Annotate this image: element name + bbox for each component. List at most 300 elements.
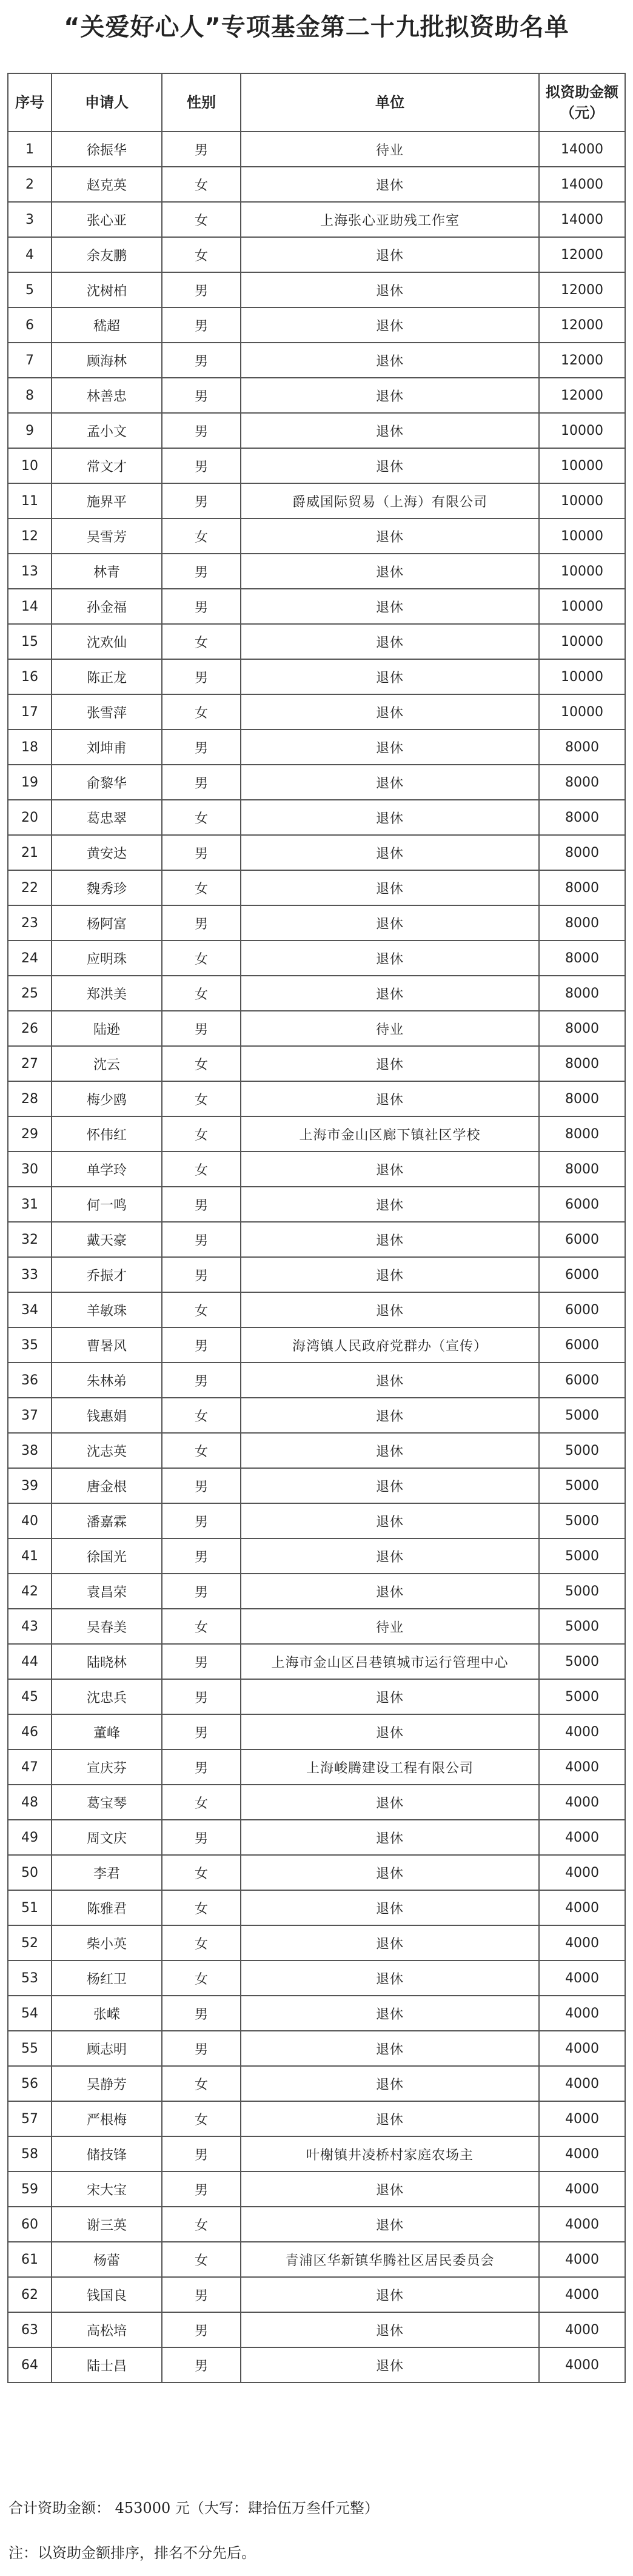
table-row [8,554,625,589]
cell-no: 39 [8,1468,52,1503]
cell-sex: 男 [162,2136,241,2172]
cell-amount: 4000 [539,2277,625,2312]
cell-applicant: 吴静芳 [52,2066,162,2101]
cell-sex: 女 [162,1925,241,1961]
table-row [8,1222,625,1257]
cell-unit: 退休 [241,2277,539,2312]
cell-unit: 待业 [241,132,539,167]
cell-amount: 14000 [539,132,625,167]
cell-sex: 男 [162,1257,241,1292]
cell-unit: 上海张心亚助残工作室 [241,202,539,237]
cell-sex: 男 [162,343,241,378]
cell-applicant: 怀伟红 [52,1116,162,1152]
cell-amount: 10000 [539,554,625,589]
cell-amount: 5000 [539,1644,625,1679]
cell-applicant: 林青 [52,554,162,589]
table-row [8,518,625,554]
cell-unit: 退休 [241,1046,539,1081]
table-row [8,1644,625,1679]
cell-sex: 女 [162,518,241,554]
table-row [8,1749,625,1785]
cell-sex: 男 [162,1187,241,1222]
cell-unit: 退休 [241,1363,539,1398]
cell-amount: 8000 [539,730,625,765]
cell-amount: 4000 [539,2312,625,2347]
cell-sex: 男 [162,2277,241,2312]
cell-amount: 12000 [539,272,625,307]
cell-unit: 退休 [241,870,539,905]
cell-no: 1 [8,132,52,167]
cell-unit: 退休 [241,2066,539,2101]
cell-applicant: 梅少鸥 [52,1081,162,1116]
cell-no: 61 [8,2242,52,2277]
cell-applicant: 杨红卫 [52,1961,162,1996]
cell-unit: 退休 [241,1714,539,1749]
cell-sex: 男 [162,1996,241,2031]
table-row [8,1468,625,1503]
cell-no: 28 [8,1081,52,1116]
cell-no: 8 [8,378,52,413]
cell-unit: 退休 [241,1433,539,1468]
table-row [8,1855,625,1890]
cell-applicant: 袁昌荣 [52,1574,162,1609]
cell-amount: 4000 [539,1714,625,1749]
cell-no: 42 [8,1574,52,1609]
cell-no: 25 [8,976,52,1011]
cell-applicant: 刘坤甫 [52,730,162,765]
cell-applicant: 陈正龙 [52,659,162,694]
cell-amount: 8000 [539,976,625,1011]
cell-amount: 5000 [539,1679,625,1714]
table-row [8,1398,625,1433]
cell-sex: 女 [162,1292,241,1327]
cell-applicant: 张雪萍 [52,694,162,730]
cell-applicant: 陆士昌 [52,2347,162,2383]
cell-applicant: 常文才 [52,448,162,483]
cell-applicant: 钱国良 [52,2277,162,2312]
cell-amount: 8000 [539,1152,625,1187]
cell-unit: 退休 [241,167,539,202]
cell-amount: 14000 [539,167,625,202]
cell-unit: 退休 [241,2172,539,2207]
cell-unit: 退休 [241,554,539,589]
cell-unit: 退休 [241,694,539,730]
cell-sex: 女 [162,1116,241,1152]
cell-no: 43 [8,1609,52,1644]
table-row [8,2136,625,2172]
cell-amount: 5000 [539,1503,625,1538]
cell-sex: 男 [162,272,241,307]
cell-unit: 退休 [241,941,539,976]
cell-unit: 退休 [241,2101,539,2136]
cell-no: 33 [8,1257,52,1292]
cell-no: 56 [8,2066,52,2101]
table-row [8,730,625,765]
cell-sex: 男 [162,448,241,483]
cell-applicant: 黄安达 [52,835,162,870]
table-row [8,2347,625,2383]
cell-no: 21 [8,835,52,870]
funding-list-table [7,73,626,2383]
cell-unit: 上海市金山区吕巷镇城市运行管理中心 [241,1644,539,1679]
cell-unit: 退休 [241,1574,539,1609]
cell-no: 50 [8,1855,52,1890]
cell-sex: 男 [162,2347,241,2383]
total-amount-text: 合计资助金额： 453000 元（大写：肆拾伍万叁仟元整） [8,2500,379,2517]
cell-amount: 10000 [539,624,625,659]
cell-no: 57 [8,2101,52,2136]
cell-no: 48 [8,1785,52,1820]
cell-sex: 男 [162,1679,241,1714]
cell-sex: 男 [162,132,241,167]
cell-sex: 女 [162,2101,241,2136]
cell-applicant: 沈欢仙 [52,624,162,659]
cell-applicant: 单学玲 [52,1152,162,1187]
table-row [8,2277,625,2312]
cell-sex: 男 [162,378,241,413]
cell-amount: 6000 [539,1257,625,1292]
cell-sex: 男 [162,589,241,624]
cell-no: 51 [8,1890,52,1925]
cell-amount: 5000 [539,1609,625,1644]
cell-no: 6 [8,307,52,343]
cell-no: 4 [8,237,52,272]
table-row [8,237,625,272]
table-row [8,1257,625,1292]
cell-unit: 退休 [241,1996,539,2031]
table-row [8,1961,625,1996]
cell-applicant: 魏秀珍 [52,870,162,905]
cell-no: 40 [8,1503,52,1538]
cell-no: 7 [8,343,52,378]
cell-applicant: 陆逊 [52,1011,162,1046]
cell-no: 64 [8,2347,52,2383]
cell-unit: 退休 [241,2312,539,2347]
cell-no: 23 [8,905,52,941]
cell-applicant: 钱惠娟 [52,1398,162,1433]
cell-sex: 男 [162,554,241,589]
table-row [8,765,625,800]
cell-unit: 退休 [241,2207,539,2242]
cell-sex: 女 [162,976,241,1011]
cell-no: 44 [8,1644,52,1679]
cell-applicant: 乔振才 [52,1257,162,1292]
cell-sex: 女 [162,202,241,237]
cell-amount: 12000 [539,378,625,413]
cell-amount: 10000 [539,589,625,624]
table-row [8,1116,625,1152]
cell-applicant: 孙金福 [52,589,162,624]
table-row [8,1679,625,1714]
cell-no: 10 [8,448,52,483]
cell-amount: 10000 [539,448,625,483]
cell-no: 29 [8,1116,52,1152]
cell-unit: 退休 [241,1925,539,1961]
cell-no: 9 [8,413,52,448]
table-row [8,1820,625,1855]
cell-applicant: 羊敏珠 [52,1292,162,1327]
cell-amount: 10000 [539,413,625,448]
cell-sex: 男 [162,905,241,941]
cell-applicant: 徐振华 [52,132,162,167]
table-row [8,1081,625,1116]
table-row [8,1363,625,1398]
cell-unit: 叶榭镇井凌桥村家庭农场主 [241,2136,539,2172]
table-row [8,1785,625,1820]
table-row [8,1046,625,1081]
table-row [8,1011,625,1046]
cell-amount: 12000 [539,237,625,272]
cell-amount: 10000 [539,518,625,554]
cell-sex: 女 [162,624,241,659]
cell-sex: 女 [162,1398,241,1433]
cell-unit: 退休 [241,1257,539,1292]
cell-unit: 退休 [241,1398,539,1433]
cell-amount: 5000 [539,1398,625,1433]
table-row [8,483,625,518]
cell-amount: 8000 [539,765,625,800]
cell-unit: 退休 [241,1152,539,1187]
cell-no: 5 [8,272,52,307]
cell-applicant: 张心亚 [52,202,162,237]
cell-applicant: 林善忠 [52,378,162,413]
table-row [8,307,625,343]
cell-amount: 5000 [539,1433,625,1468]
table-row [8,1503,625,1538]
table-row [8,167,625,202]
cell-amount: 10000 [539,659,625,694]
cell-unit: 退休 [241,1468,539,1503]
cell-amount: 12000 [539,343,625,378]
cell-applicant: 唐金根 [52,1468,162,1503]
cell-no: 59 [8,2172,52,2207]
cell-sex: 男 [162,1011,241,1046]
cell-sex: 女 [162,1046,241,1081]
cell-sex: 女 [162,237,241,272]
cell-applicant: 徐国光 [52,1538,162,1574]
table-row [8,1327,625,1363]
cell-unit: 退休 [241,2031,539,2066]
cell-unit: 退休 [241,730,539,765]
cell-sex: 女 [162,2207,241,2242]
cell-unit: 退休 [241,448,539,483]
cell-unit: 退休 [241,343,539,378]
table-row [8,905,625,941]
cell-unit: 退休 [241,518,539,554]
cell-amount: 4000 [539,2242,625,2277]
cell-unit: 退休 [241,659,539,694]
cell-unit: 退休 [241,1961,539,1996]
cell-no: 35 [8,1327,52,1363]
cell-applicant: 沈忠兵 [52,1679,162,1714]
cell-amount: 4000 [539,1855,625,1890]
cell-sex: 女 [162,1609,241,1644]
cell-no: 17 [8,694,52,730]
table-row [8,343,625,378]
cell-amount: 8000 [539,905,625,941]
cell-sex: 女 [162,1433,241,1468]
cell-amount: 4000 [539,2207,625,2242]
cell-sex: 男 [162,730,241,765]
table-row [8,659,625,694]
header-unit: 单位 [241,73,539,132]
cell-sex: 女 [162,2242,241,2277]
table-row [8,413,625,448]
cell-applicant: 赵克英 [52,167,162,202]
table-row [8,2066,625,2101]
cell-applicant: 俞黎华 [52,765,162,800]
cell-unit: 退休 [241,378,539,413]
cell-applicant: 沈树柏 [52,272,162,307]
table-row [8,1890,625,1925]
cell-no: 19 [8,765,52,800]
cell-amount: 4000 [539,1890,625,1925]
table-row [8,1152,625,1187]
cell-no: 14 [8,589,52,624]
table-row [8,589,625,624]
cell-unit: 退休 [241,835,539,870]
cell-unit: 海湾镇人民政府党群办（宣传） [241,1327,539,1363]
cell-sex: 男 [162,307,241,343]
cell-unit: 青浦区华新镇华腾社区居民委员会 [241,2242,539,2277]
table-row [8,835,625,870]
cell-amount: 4000 [539,1925,625,1961]
cell-unit: 退休 [241,1222,539,1257]
cell-no: 52 [8,1925,52,1961]
cell-applicant: 陆晓林 [52,1644,162,1679]
cell-applicant: 柴小英 [52,1925,162,1961]
cell-sex: 男 [162,1327,241,1363]
cell-amount: 8000 [539,1011,625,1046]
cell-amount: 12000 [539,307,625,343]
cell-no: 16 [8,659,52,694]
cell-sex: 女 [162,1855,241,1890]
table-row [8,1292,625,1327]
cell-sex: 男 [162,835,241,870]
cell-amount: 4000 [539,2172,625,2207]
cell-applicant: 杨蕾 [52,2242,162,2277]
cell-amount: 8000 [539,1116,625,1152]
cell-sex: 男 [162,1574,241,1609]
cell-unit: 退休 [241,237,539,272]
cell-no: 22 [8,870,52,905]
cell-no: 11 [8,483,52,518]
cell-applicant: 朱林弟 [52,1363,162,1398]
table-row [8,694,625,730]
table-row [8,1925,625,1961]
cell-sex: 男 [162,2312,241,2347]
cell-unit: 退休 [241,1890,539,1925]
cell-sex: 男 [162,1468,241,1503]
cell-sex: 女 [162,1890,241,1925]
cell-applicant: 张嵘 [52,1996,162,2031]
cell-unit: 退休 [241,1785,539,1820]
cell-no: 60 [8,2207,52,2242]
header-applicant: 申请人 [52,73,162,132]
cell-no: 20 [8,800,52,835]
table-row [8,1714,625,1749]
cell-sex: 男 [162,1222,241,1257]
cell-no: 3 [8,202,52,237]
table-row [8,2172,625,2207]
cell-amount: 6000 [539,1187,625,1222]
cell-applicant: 周文庆 [52,1820,162,1855]
cell-applicant: 顾志明 [52,2031,162,2066]
cell-sex: 女 [162,167,241,202]
cell-applicant: 潘嘉霖 [52,1503,162,1538]
cell-no: 62 [8,2277,52,2312]
cell-no: 24 [8,941,52,976]
table-row [8,1187,625,1222]
cell-no: 32 [8,1222,52,1257]
cell-sex: 男 [162,659,241,694]
cell-unit: 退休 [241,624,539,659]
cell-unit: 退休 [241,307,539,343]
cell-sex: 女 [162,870,241,905]
table-row [8,624,625,659]
cell-applicant: 储技锋 [52,2136,162,2172]
cell-sex: 男 [162,483,241,518]
header-sex: 性别 [162,73,241,132]
cell-applicant: 沈云 [52,1046,162,1081]
cell-unit: 退休 [241,1187,539,1222]
cell-unit: 退休 [241,1081,539,1116]
cell-sex: 男 [162,1820,241,1855]
cell-no: 47 [8,1749,52,1785]
cell-no: 26 [8,1011,52,1046]
table-row [8,941,625,976]
cell-sex: 男 [162,1714,241,1749]
cell-no: 49 [8,1820,52,1855]
cell-sex: 女 [162,1081,241,1116]
table-row [8,870,625,905]
cell-applicant: 严根梅 [52,2101,162,2136]
cell-sex: 男 [162,765,241,800]
cell-unit: 退休 [241,589,539,624]
cell-amount: 4000 [539,2101,625,2136]
cell-no: 38 [8,1433,52,1468]
cell-no: 37 [8,1398,52,1433]
header-no: 序号 [8,73,52,132]
cell-amount: 4000 [539,2136,625,2172]
cell-amount: 4000 [539,2066,625,2101]
cell-unit: 退休 [241,765,539,800]
table-row [8,976,625,1011]
cell-amount: 4000 [539,1749,625,1785]
cell-sex: 女 [162,694,241,730]
cell-amount: 14000 [539,202,625,237]
cell-sex: 男 [162,1538,241,1574]
table-row [8,2312,625,2347]
cell-no: 46 [8,1714,52,1749]
cell-applicant: 吴春美 [52,1609,162,1644]
cell-applicant: 嵇超 [52,307,162,343]
table-row [8,1538,625,1574]
cell-no: 2 [8,167,52,202]
cell-sex: 男 [162,1503,241,1538]
cell-applicant: 施界平 [52,483,162,518]
cell-unit: 退休 [241,1538,539,1574]
cell-applicant: 顾海林 [52,343,162,378]
cell-no: 53 [8,1961,52,1996]
cell-amount: 10000 [539,694,625,730]
cell-amount: 4000 [539,2347,625,2383]
cell-applicant: 葛忠翠 [52,800,162,835]
cell-unit: 退休 [241,1503,539,1538]
note-text: 注：以资助金额排序，排名不分先后。 [8,2544,256,2561]
cell-applicant: 董峰 [52,1714,162,1749]
cell-applicant: 应明珠 [52,941,162,976]
